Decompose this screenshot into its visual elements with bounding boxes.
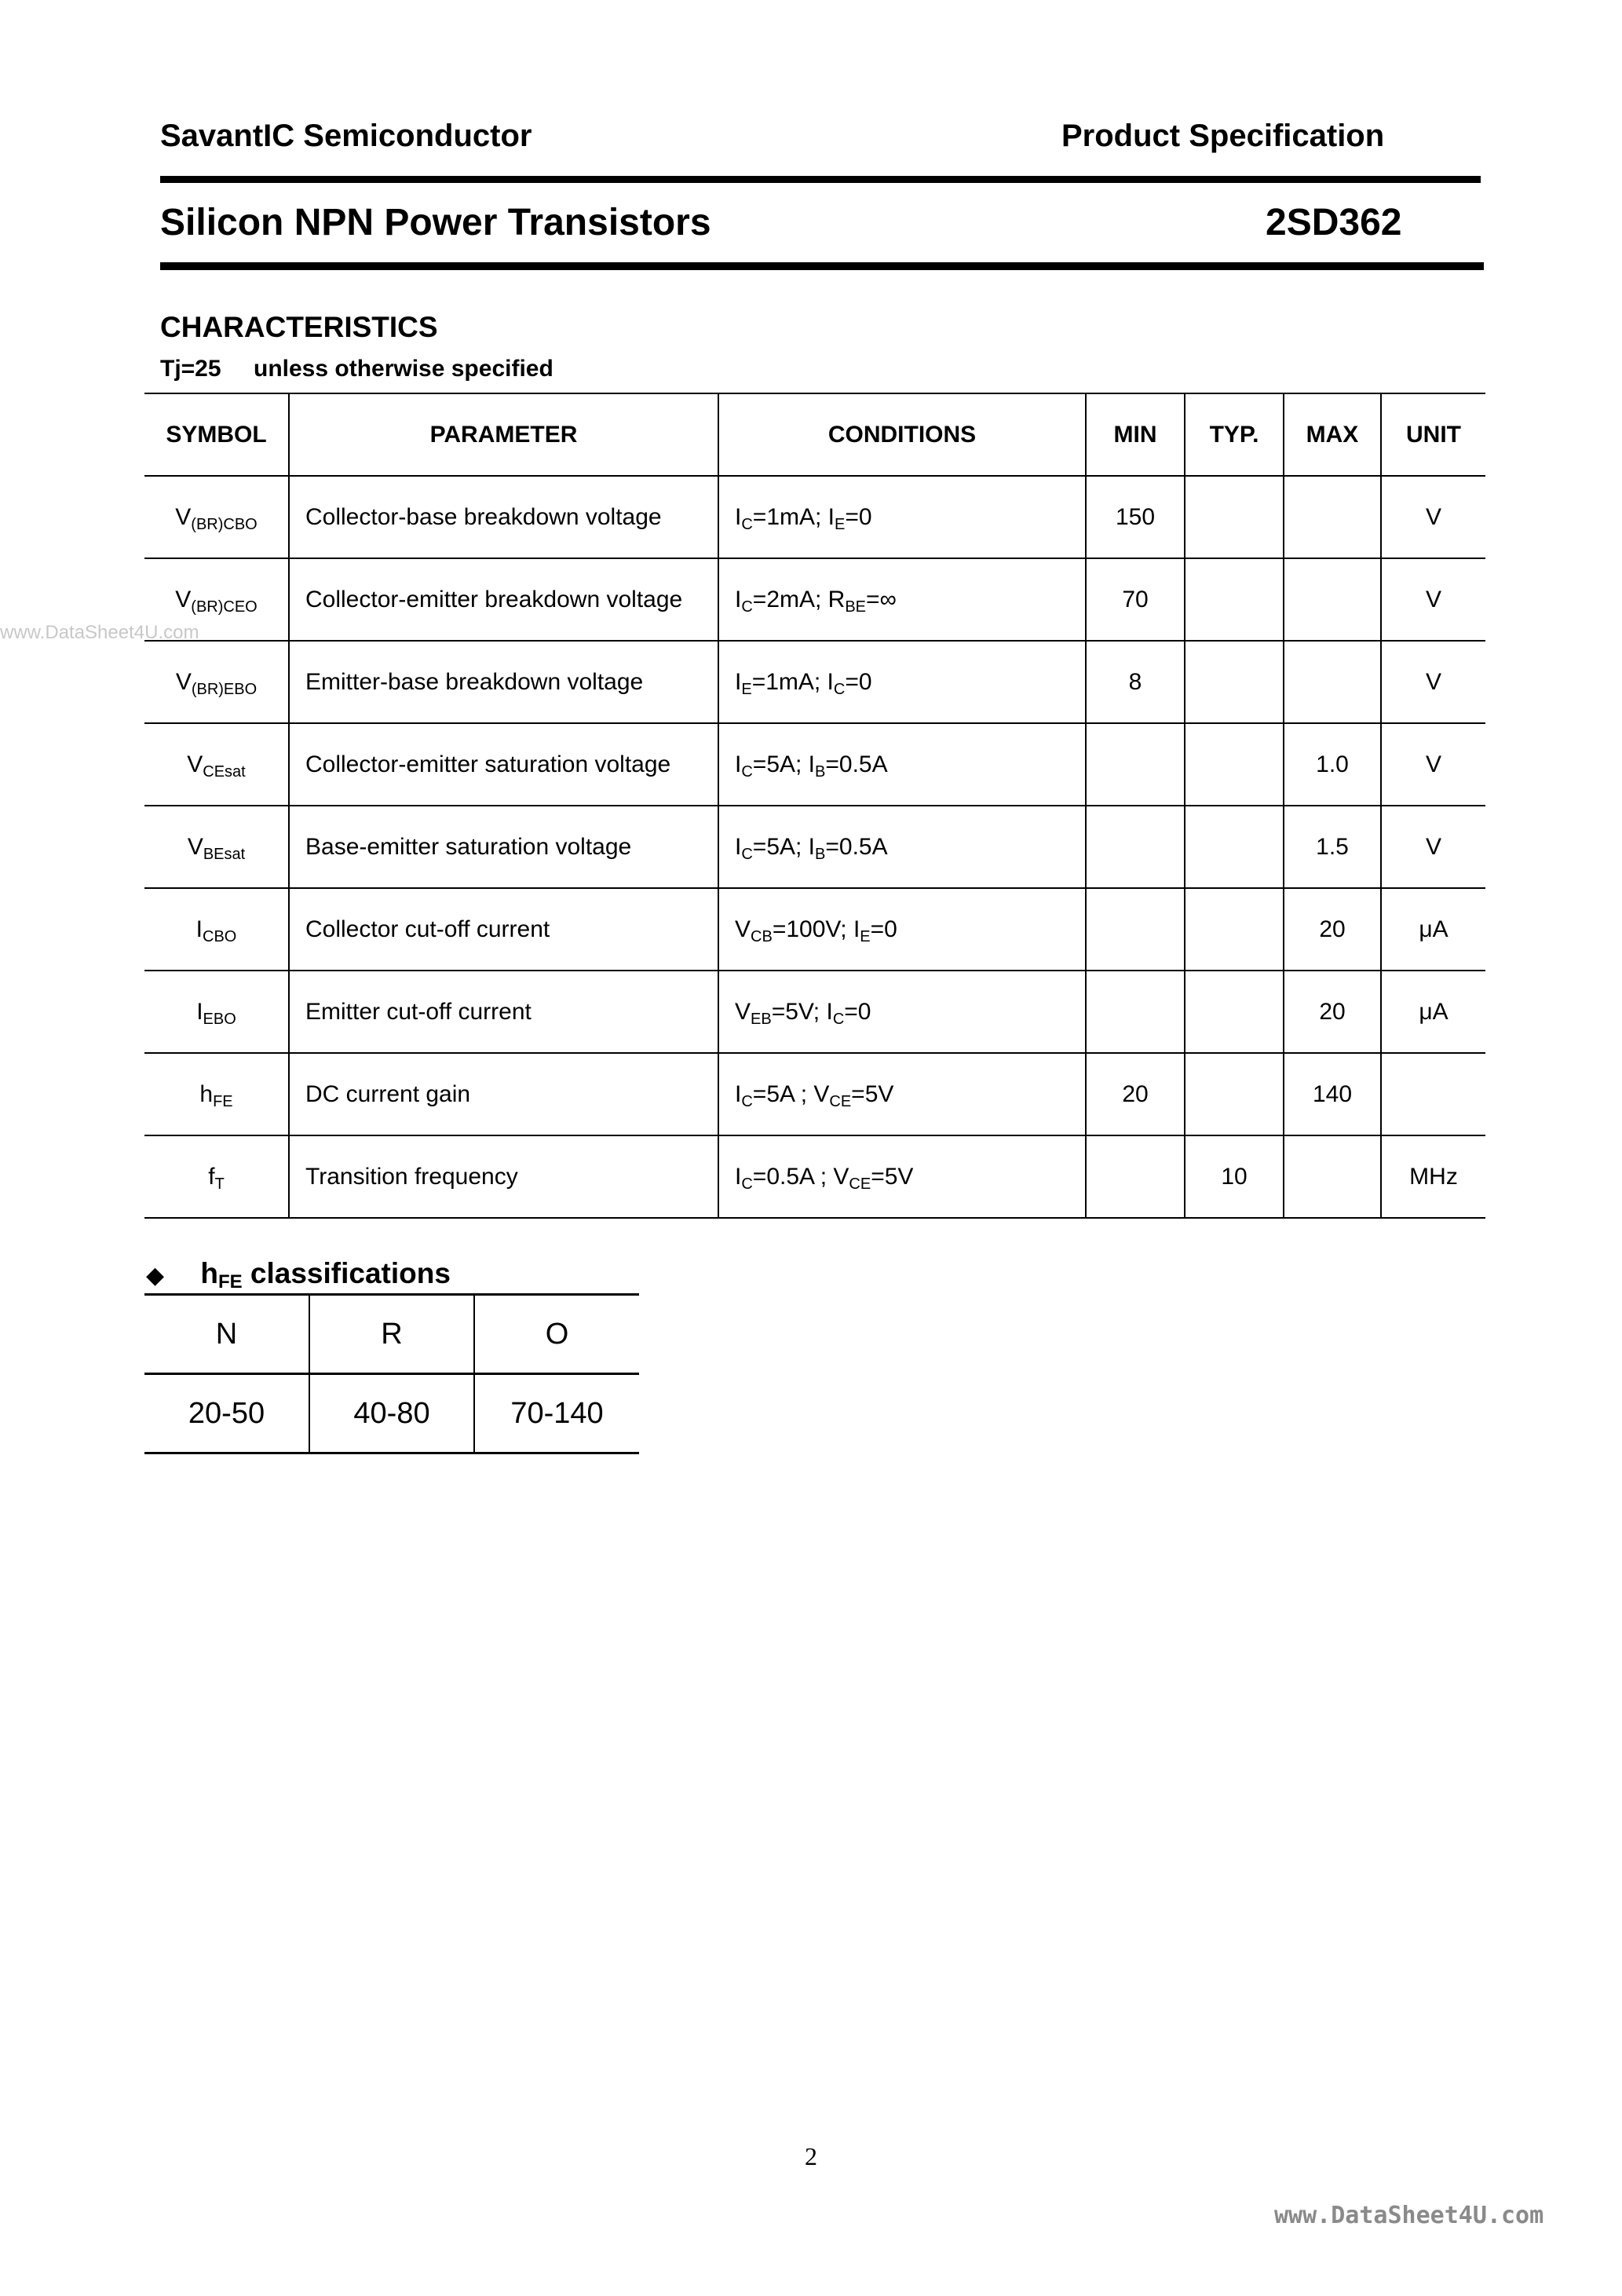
symbol-cell: $h_{FE}$ [144, 1053, 289, 1135]
unit-cell: V [1381, 806, 1485, 888]
conditions-cell: $I_C=5A$; $I_B=0.5A$ [718, 806, 1086, 888]
column-header-unit: UNIT [1381, 393, 1485, 476]
hfe-header-r: R [309, 1295, 474, 1374]
max-cell: 1.5 [1284, 806, 1381, 888]
typ-cell [1185, 888, 1284, 971]
conditions-cell: $I_C=1mA$; $I_E=0$ [718, 476, 1086, 558]
conditions-cell: $V_{EB}=5V$; $I_C=0$ [718, 971, 1086, 1053]
column-header-conditions: CONDITIONS [718, 393, 1086, 476]
table-row [144, 806, 1485, 888]
min-cell [1086, 1135, 1185, 1218]
symbol-cell: $V_{(BR)CBO}$ [144, 476, 289, 558]
symbol-cell: $V_{BEsat}$ [144, 806, 289, 888]
parameter-cell: Emitter cut-off current [289, 971, 718, 1053]
typ-cell [1185, 558, 1284, 641]
hfe-classifications-table [144, 1293, 639, 1454]
hfe-value-r: 40-80 [309, 1374, 474, 1453]
min-cell: 20 [1086, 1053, 1185, 1135]
doc-type: Product Specification [1061, 119, 1385, 153]
table-row [144, 723, 1485, 806]
max-cell [1284, 476, 1381, 558]
symbol-cell: $V_{(BR)EBO}$ [144, 641, 289, 723]
typ-cell [1185, 723, 1284, 806]
conditions-cell: $I_E=1mA$; $I_C=0$ [718, 641, 1086, 723]
table-row [144, 1053, 1485, 1135]
header-rule-bottom [160, 262, 1484, 270]
column-header-symbol: SYMBOL [144, 393, 289, 476]
characteristics-heading: CHARACTERISTICS [160, 311, 438, 343]
conditions-cell: $I_C=0.5A$ ; $V_{CE}=5V$ [718, 1135, 1086, 1218]
conditions-cell: $V_{CB}=100V$; $I_E=0$ [718, 888, 1086, 971]
watermark-left: www.DataSheet4U.com [0, 622, 199, 643]
table-row [144, 1295, 639, 1374]
conditions-cell: $I_C=2mA$; $R_{BE}=\infty$ [718, 558, 1086, 641]
parameter-cell: Transition frequency [289, 1135, 718, 1218]
typ-cell: 10 [1185, 1135, 1284, 1218]
hfe-value-o: 70-140 [474, 1374, 639, 1453]
table-row [144, 971, 1485, 1053]
company-name: SavantIC Semiconductor [160, 119, 532, 153]
parameter-cell: Collector cut-off current [289, 888, 718, 971]
table-row [144, 558, 1485, 641]
symbol-cell: $V_{CEsat}$ [144, 723, 289, 806]
table-row [144, 888, 1485, 971]
typ-cell [1185, 641, 1284, 723]
column-header-parameter: PARAMETER [289, 393, 718, 476]
min-cell [1086, 888, 1185, 971]
column-header-typ: TYP. [1185, 393, 1284, 476]
condition-note: unless otherwise specified [254, 356, 553, 382]
column-header-max: MAX [1284, 393, 1381, 476]
typ-cell [1185, 476, 1284, 558]
max-cell: 20 [1284, 888, 1381, 971]
min-cell [1086, 806, 1185, 888]
header-rule-top [160, 176, 1481, 183]
page-title: Silicon NPN Power Transistors [160, 202, 711, 243]
min-cell: 8 [1086, 641, 1185, 723]
parameter-cell: Collector-emitter breakdown voltage [289, 558, 718, 641]
column-header-min: MIN [1086, 393, 1185, 476]
parameter-cell: Collector-base breakdown voltage [289, 476, 718, 558]
table-row [144, 476, 1485, 558]
hfe-value-n: 20-50 [144, 1374, 309, 1453]
max-cell: 20 [1284, 971, 1381, 1053]
parameter-cell: Collector-emitter saturation voltage [289, 723, 718, 806]
unit-cell: μA [1381, 888, 1485, 971]
typ-cell [1185, 806, 1284, 888]
unit-cell: V [1381, 558, 1485, 641]
table-row [144, 641, 1485, 723]
unit-cell [1381, 1053, 1485, 1135]
page-number: 2 [805, 2142, 817, 2170]
condition-tj: Tj=25 [160, 356, 221, 382]
unit-cell: MHz [1381, 1135, 1485, 1218]
parameter-cell: Emitter-base breakdown voltage [289, 641, 718, 723]
typ-cell [1185, 971, 1284, 1053]
table-row [144, 1135, 1485, 1218]
hfe-classifications-heading: ◆ $h_{FE}$ classifications [146, 1257, 451, 1292]
min-cell [1086, 723, 1185, 806]
table-header-row [144, 393, 1485, 476]
parameter-cell: Base-emitter saturation voltage [289, 806, 718, 888]
unit-cell: V [1381, 641, 1485, 723]
symbol-cell: $f_T$ [144, 1135, 289, 1218]
symbol-cell: $I_{CBO}$ [144, 888, 289, 971]
max-cell: 140 [1284, 1053, 1381, 1135]
table-row [144, 1374, 639, 1453]
typ-cell [1185, 1053, 1284, 1135]
max-cell: 1.0 [1284, 723, 1381, 806]
min-cell [1086, 971, 1185, 1053]
part-number: 2SD362 [1266, 202, 1402, 243]
min-cell: 70 [1086, 558, 1185, 641]
max-cell [1284, 558, 1381, 641]
max-cell [1284, 641, 1381, 723]
symbol-cell: $V_{(BR)CEO}$ [144, 558, 289, 641]
parameter-cell: DC current gain [289, 1053, 718, 1135]
min-cell: 150 [1086, 476, 1185, 558]
conditions-cell: $I_C=5A$; $I_B=0.5A$ [718, 723, 1086, 806]
characteristics-table [144, 393, 1485, 1219]
symbol-cell: $I_{EBO}$ [144, 971, 289, 1053]
unit-cell: μA [1381, 971, 1485, 1053]
hfe-header-o: O [474, 1295, 639, 1374]
unit-cell: V [1381, 723, 1485, 806]
diamond-bullet-icon: ◆ [146, 1262, 165, 1289]
hfe-header-n: N [144, 1295, 309, 1374]
max-cell [1284, 1135, 1381, 1218]
conditions-cell: $I_C=5A$ ; $V_{CE}=5V$ [718, 1053, 1086, 1135]
unit-cell: V [1381, 476, 1485, 558]
watermark-right: www.DataSheet4U.com [1274, 2202, 1544, 2229]
